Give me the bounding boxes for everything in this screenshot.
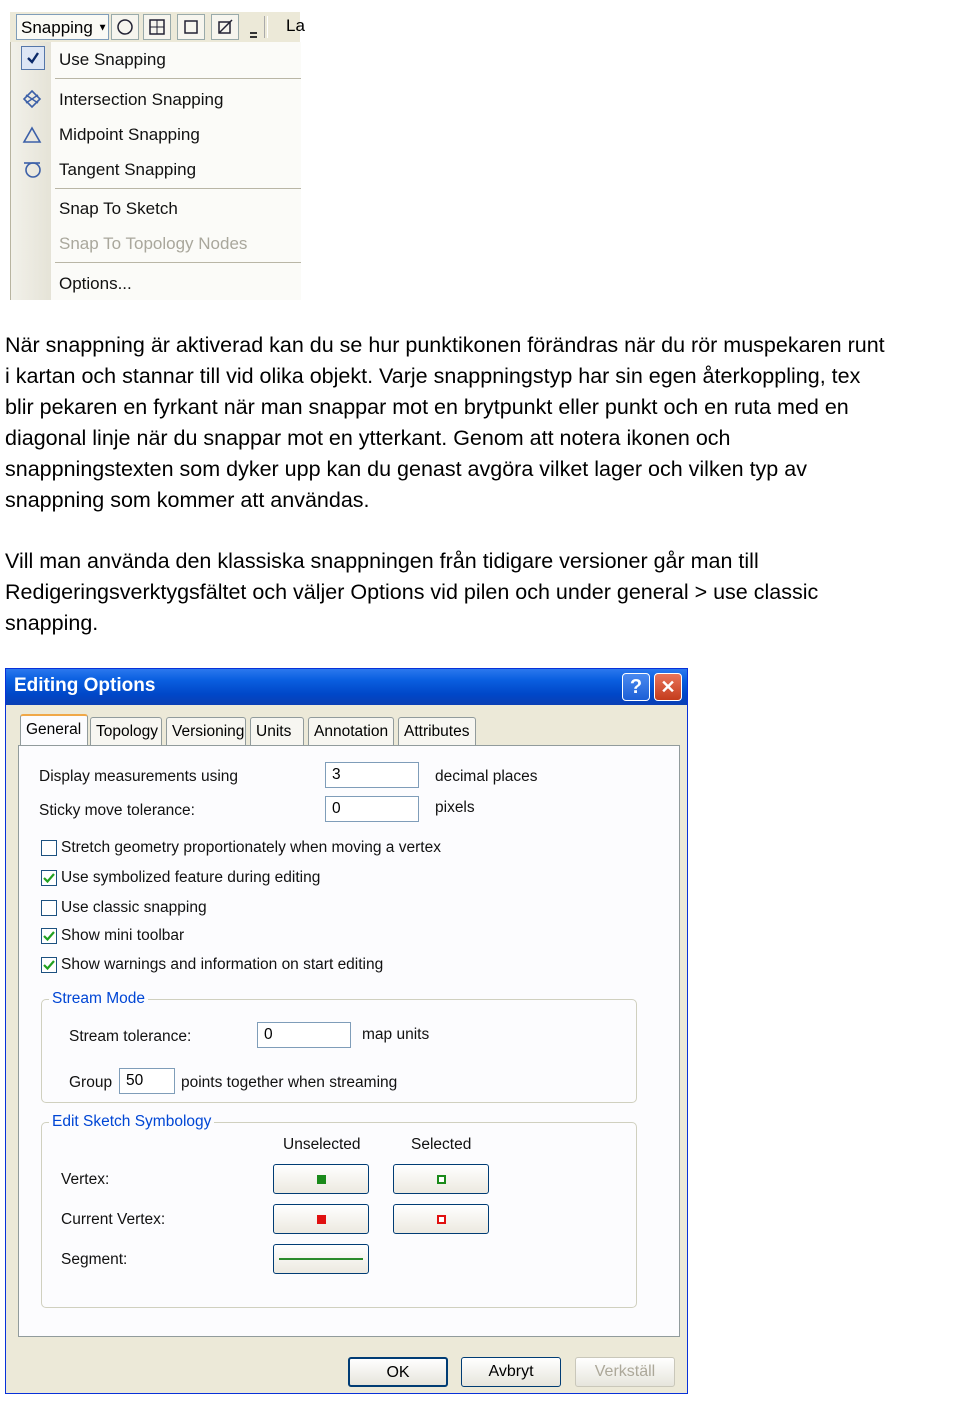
stream-tolerance-unit: map units	[362, 1026, 430, 1043]
checkmark-icon	[43, 959, 55, 971]
display-measurements-label: Display measurements using	[39, 768, 239, 785]
sticky-move-input[interactable]: 0	[325, 796, 419, 822]
edge-snap-icon	[216, 18, 234, 36]
stream-group-label: Group	[69, 1074, 113, 1091]
paragraph-classic-snapping: Vill man använda den klassiska snappningen från tidigare versioner går man till Redigeringsverktygsfältet och väljer Options vid pilen och under general > use classic snapping.	[5, 549, 819, 635]
tangent-icon	[21, 158, 43, 180]
dropdown-arrow-icon: ▼	[97, 22, 108, 34]
menu-item-snap-to-topology-nodes: Snap To Topology Nodes	[59, 234, 248, 253]
dialog-titlebar	[6, 669, 687, 705]
current-vertex-unselected-symbol-button[interactable]	[273, 1204, 369, 1234]
start-editing-warnings-label: Show warnings and information on start editing	[61, 956, 384, 973]
tab-topology[interactable]: Topology	[90, 717, 162, 745]
vertex-unselected-swatch	[317, 1175, 326, 1184]
close-icon: ✕	[660, 676, 676, 697]
edge-snap-button[interactable]	[211, 14, 239, 40]
decimal-places-input[interactable]: 3	[325, 762, 419, 788]
vertex-unselected-symbol-button[interactable]	[273, 1164, 369, 1194]
segment-symbol-button[interactable]	[273, 1244, 369, 1274]
stretch-geometry-label: Stretch geometry proportionately when moving a vertex	[61, 839, 441, 856]
symbolized-feature-label: Use symbolized feature during editing	[61, 869, 321, 886]
segment-row-label: Segment:	[61, 1251, 128, 1268]
vertex-snap-button[interactable]	[177, 14, 205, 40]
decimal-places-unit: decimal places	[435, 768, 538, 785]
tab-units[interactable]: Units	[250, 717, 304, 745]
vertex-selected-symbol-button[interactable]	[393, 1164, 489, 1194]
apply-button: Verkställ	[575, 1357, 675, 1387]
stream-group-suffix: points together when streaming	[181, 1074, 398, 1091]
tab-annotation[interactable]: Annotation	[308, 717, 394, 745]
intersection-icon	[21, 88, 43, 110]
toolbar-separator	[264, 16, 268, 38]
stream-tolerance-label: Stream tolerance:	[69, 1028, 192, 1045]
point-snap-icon	[116, 18, 134, 36]
menu-item-snap-to-sketch[interactable]: Snap To Sketch	[59, 199, 178, 218]
mini-toolbar-checkbox[interactable]	[41, 928, 57, 944]
current-vertex-selected-swatch	[437, 1215, 446, 1224]
vertex-row-label: Vertex:	[61, 1171, 110, 1188]
stream-group-input[interactable]: 50	[119, 1068, 175, 1094]
current-vertex-selected-symbol-button[interactable]	[393, 1204, 489, 1234]
snapping-toolbar	[10, 12, 305, 43]
menu-separator	[55, 188, 301, 189]
help-icon: ?	[629, 675, 643, 698]
paragraph-snapping-feedback: När snappning är aktiverad kan du se hur punktikonen förändras när du rör muspekaren runt i kartan och stannar till vid olika objekt. Varje snappningstyp har sin egen återkoppling, tex blir pekaren en fyrkant när man snappar mot en brytpunkt eller punkt och en ruta med en diagonal linje när du snappar mot en ytterkant. Genom att notera ikonen och snappningstexten som dyker upp kan du genast avgöra vilket lager och vilken typ av snappning som kommer att användas.	[5, 333, 885, 512]
end-snap-icon	[148, 18, 166, 36]
stream-tolerance-input[interactable]: 0	[257, 1022, 351, 1048]
mini-toolbar-label: Show mini toolbar	[61, 927, 185, 944]
truncated-toolbar-label: La	[286, 16, 305, 35]
tab-versioning[interactable]: Versioning	[166, 717, 246, 745]
cancel-button[interactable]: Avbryt	[461, 1357, 561, 1387]
menu-item-options[interactable]: Options...	[59, 274, 132, 293]
menu-item-use-snapping[interactable]: Use Snapping	[59, 50, 166, 69]
start-editing-warnings-checkbox[interactable]	[41, 957, 57, 973]
selected-column-label: Selected	[411, 1136, 472, 1153]
classic-snapping-checkbox[interactable]	[41, 900, 57, 916]
help-button[interactable]	[622, 673, 650, 701]
sketch-symbology-title: Edit Sketch Symbology	[49, 1113, 214, 1131]
symbolized-feature-checkbox[interactable]	[41, 870, 57, 886]
menu-item-intersection-snapping[interactable]: Intersection Snapping	[59, 90, 224, 109]
menu-separator	[55, 78, 301, 79]
checkmark-icon	[21, 46, 45, 70]
vertex-selected-swatch	[437, 1175, 446, 1184]
sticky-move-label: Sticky move tolerance:	[39, 802, 195, 819]
segment-line-swatch	[279, 1258, 363, 1260]
classic-snapping-label: Use classic snapping	[61, 899, 207, 916]
stretch-geometry-checkbox[interactable]	[41, 840, 57, 856]
end-snap-button[interactable]	[143, 14, 171, 40]
point-snap-button[interactable]	[111, 14, 139, 40]
general-tab-panel	[18, 745, 680, 1337]
toolbar-overflow-icon[interactable]	[248, 16, 258, 38]
checkmark-icon	[43, 872, 55, 884]
vertex-snap-icon	[182, 18, 200, 36]
close-button[interactable]	[654, 673, 682, 701]
midpoint-triangle-icon	[21, 124, 43, 146]
tab-general[interactable]: General	[20, 714, 88, 745]
checkmark-icon	[43, 930, 55, 942]
editing-options-dialog	[5, 668, 688, 1394]
snapping-dropdown-menu	[10, 42, 301, 300]
tab-attributes[interactable]: Attributes	[398, 717, 476, 745]
current-vertex-row-label: Current Vertex:	[61, 1211, 166, 1228]
snapping-menu-button[interactable]	[16, 14, 109, 40]
dialog-title: Editing Options	[14, 675, 156, 696]
current-vertex-unselected-swatch	[317, 1215, 326, 1224]
sticky-move-unit: pixels	[435, 799, 475, 816]
menu-item-tangent-snapping[interactable]: Tangent Snapping	[59, 160, 197, 179]
ok-button[interactable]: OK	[348, 1357, 448, 1387]
snapping-menu-label: Snapping	[21, 18, 93, 37]
menu-item-midpoint-snapping[interactable]: Midpoint Snapping	[59, 125, 200, 144]
stream-mode-title: Stream Mode	[49, 990, 148, 1008]
snapping-menu-screenshot	[4, 4, 305, 300]
unselected-column-label: Unselected	[283, 1136, 361, 1153]
menu-separator	[55, 262, 301, 263]
